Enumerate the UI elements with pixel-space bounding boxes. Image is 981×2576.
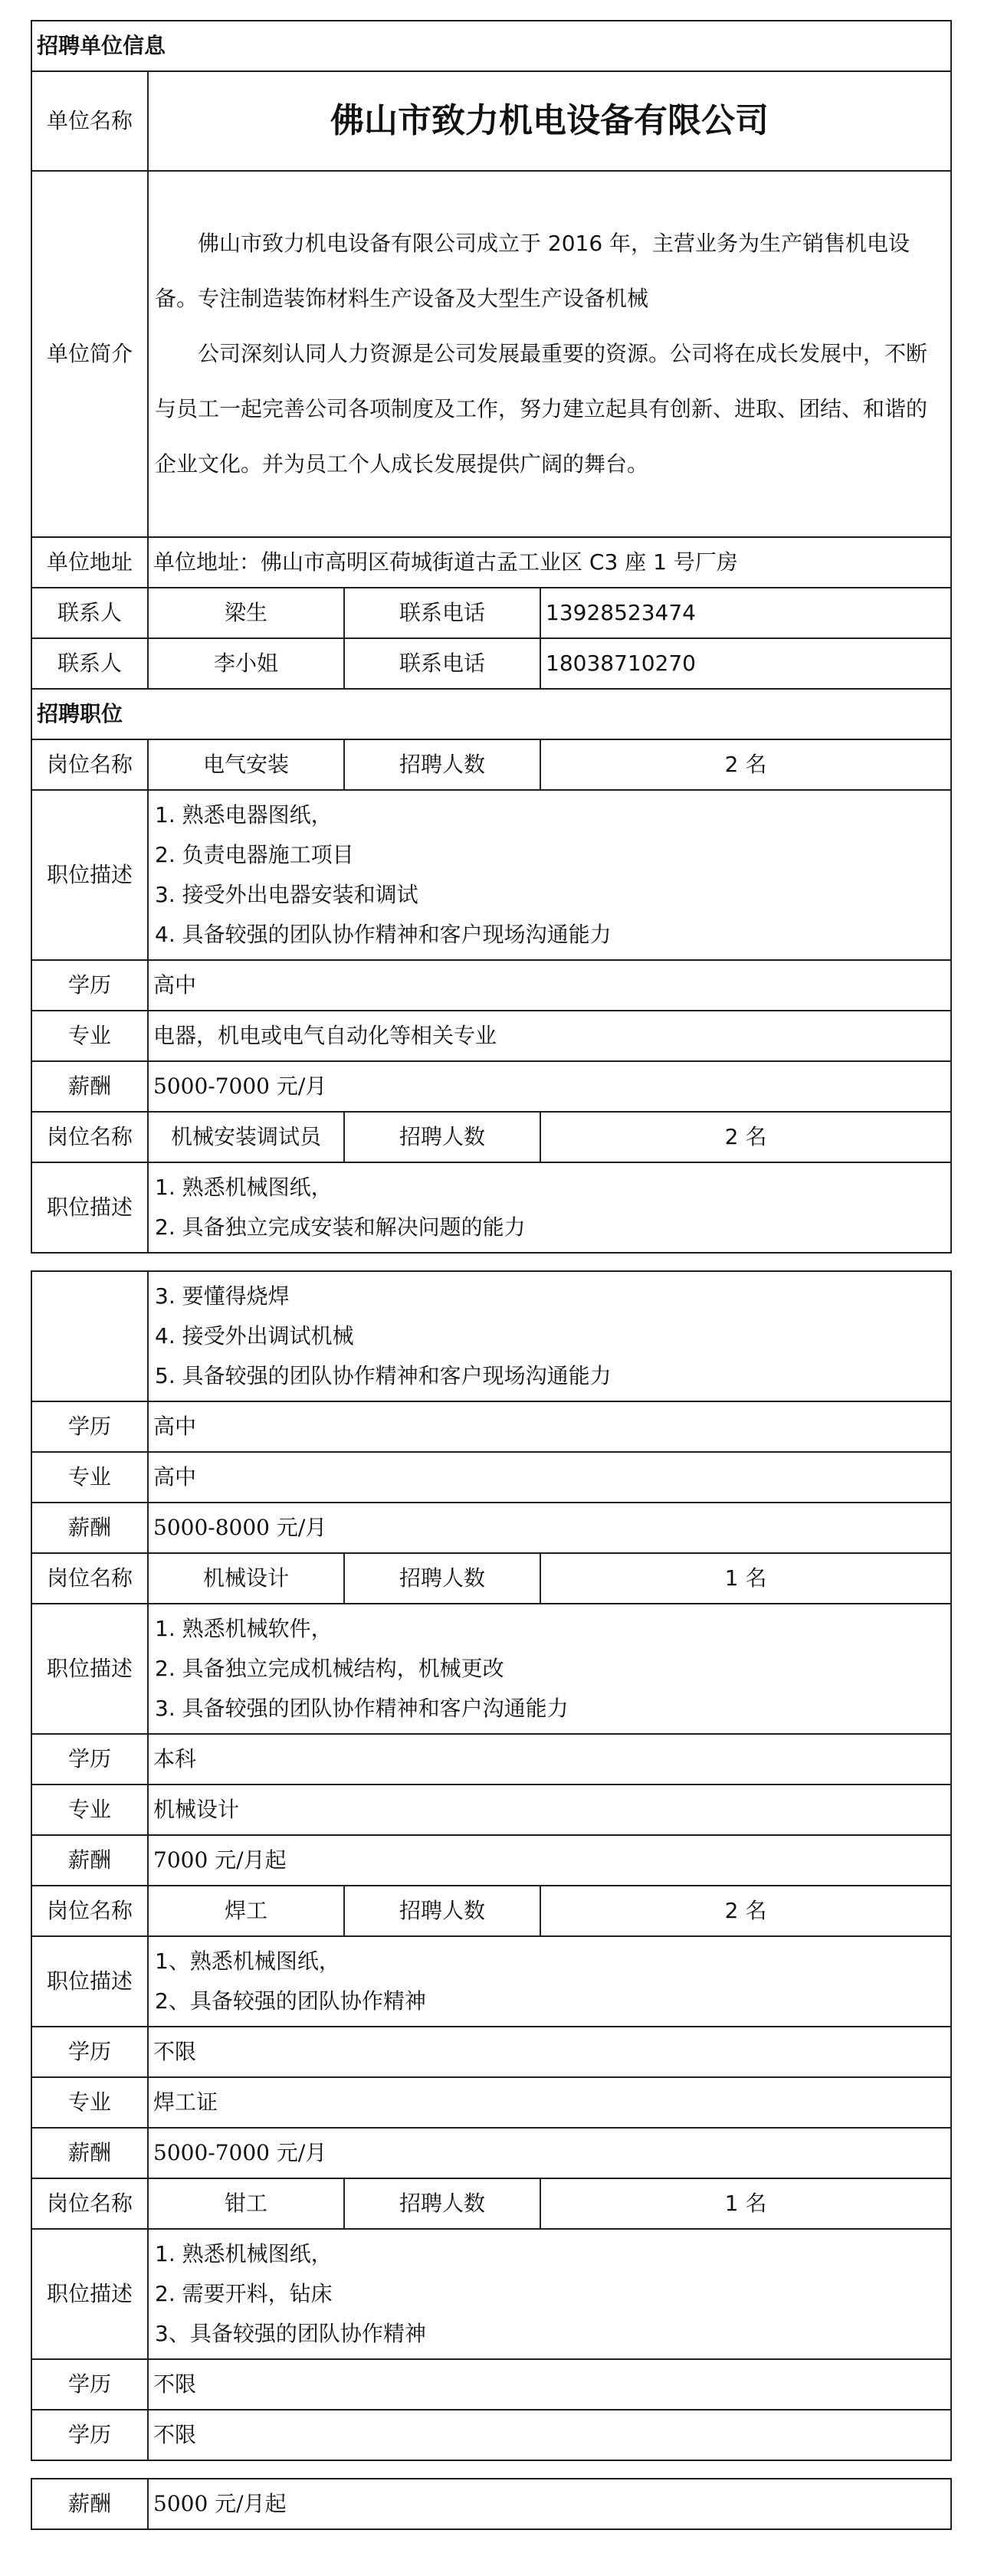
- major-label: 专业: [31, 2077, 148, 2128]
- desc-label: 职位描述: [31, 1604, 148, 1734]
- salary-value: 5000-7000 元/月: [148, 2128, 951, 2178]
- company-intro-paragraph-1: 佛山市致力机电设备有限公司成立于 2016 年，主营业务为生产销售机电设备。专注制造装饰材料生产设备及大型生产设备机械: [155, 231, 910, 311]
- position-title-row: [31, 1886, 951, 1936]
- company-name: 佛山市致力机电设备有限公司: [148, 71, 951, 171]
- education-label: 学历: [31, 1401, 148, 1452]
- major-label: 专业: [31, 1452, 148, 1503]
- major-value: 机械设计: [148, 1785, 951, 1835]
- company-address-row: [31, 537, 951, 588]
- education-value: 高中: [148, 960, 951, 1011]
- salary-label: 薪酬: [31, 2128, 148, 2178]
- headcount-label: 招聘人数: [344, 739, 540, 790]
- company-section-header: 招聘单位信息: [31, 21, 951, 71]
- position-label: 岗位名称: [31, 1886, 148, 1936]
- education-value: 高中: [148, 1401, 951, 1452]
- major-label: 专业: [31, 1011, 148, 1061]
- page-break-gap: [31, 1254, 950, 1270]
- position-desc: [148, 790, 951, 960]
- salary-row: [31, 1835, 951, 1886]
- position-title: 钳工: [148, 2178, 344, 2229]
- headcount-label: 招聘人数: [344, 2178, 540, 2229]
- position-label: 岗位名称: [31, 1112, 148, 1162]
- headcount-label: 招聘人数: [344, 1553, 540, 1604]
- position-title: 机械设计: [148, 1553, 344, 1604]
- major-row: [31, 2077, 951, 2128]
- position-title-row: [31, 739, 951, 790]
- contact-label: 联系人: [31, 588, 148, 638]
- position-title-row: [31, 2178, 951, 2229]
- position-desc-continued: [148, 1271, 951, 1401]
- headcount-label: 招聘人数: [344, 1112, 540, 1162]
- education-value: 不限: [148, 2027, 951, 2077]
- education-row: [31, 2027, 951, 2077]
- education-row: [31, 2359, 951, 2410]
- position-desc-row: [31, 1604, 951, 1734]
- major-row: [31, 1011, 951, 1061]
- position-desc-row: [31, 1162, 951, 1253]
- page-break-gap: [31, 2461, 950, 2478]
- contact-row: [31, 588, 951, 638]
- desc-label: 职位描述: [31, 1936, 148, 2027]
- salary-row: [31, 1503, 951, 1553]
- contact-phone-label: 联系电话: [344, 638, 540, 689]
- recruitment-table-part-2: [31, 1270, 952, 2461]
- education-row: [31, 960, 951, 1011]
- desc-line: 2、具备较强的团队协作精神: [155, 1988, 426, 2014]
- desc-line: 1. 熟悉机械图纸，: [155, 2241, 333, 2266]
- company-intro-label: 单位简介: [31, 171, 148, 537]
- desc-label: 职位描述: [31, 790, 148, 960]
- position-label: 岗位名称: [31, 2178, 148, 2229]
- desc-continued-label: [31, 1271, 148, 1401]
- position-title: 焊工: [148, 1886, 344, 1936]
- major-value: 焊工证: [148, 2077, 951, 2128]
- position-label: 岗位名称: [31, 739, 148, 790]
- education-value: 不限: [148, 2359, 951, 2410]
- position-desc-row: [31, 2229, 951, 2359]
- contact-phone: 18038710270: [540, 638, 951, 689]
- position-desc-row: [31, 790, 951, 960]
- headcount: 2 名: [540, 1886, 951, 1936]
- headcount: 1 名: [540, 1553, 951, 1604]
- major-label: 专业: [31, 1785, 148, 1835]
- desc-line: 4. 接受外出调试机械: [155, 1323, 354, 1349]
- salary-value: 5000 元/月起: [148, 2479, 951, 2529]
- desc-line: 2. 负责电器施工项目: [155, 842, 354, 867]
- recruitment-table-part-3: [31, 2478, 952, 2530]
- salary-label: 薪酬: [31, 1061, 148, 1112]
- contact-label: 联系人: [31, 638, 148, 689]
- desc-line: 4. 具备较强的团队协作精神和客户现场沟通能力: [155, 922, 612, 947]
- position-desc: [148, 1604, 951, 1734]
- salary-row: [31, 2479, 951, 2529]
- desc-line: 2. 具备独立完成机械结构，机械更改: [155, 1656, 504, 1681]
- company-address-label: 单位地址: [31, 537, 148, 588]
- company-name-row: [31, 71, 951, 171]
- position-desc-continued-row: [31, 1271, 951, 1401]
- education-row: [31, 1734, 951, 1785]
- education-row: [31, 1401, 951, 1452]
- education-label: 学历: [31, 960, 148, 1011]
- position-title: 电气安装: [148, 739, 344, 790]
- headcount: 2 名: [540, 1112, 951, 1162]
- contact-phone: 13928523474: [540, 588, 951, 638]
- desc-line: 3. 具备较强的团队协作精神和客户沟通能力: [155, 1696, 569, 1721]
- salary-value: 7000 元/月起: [148, 1835, 951, 1886]
- desc-line: 3. 接受外出电器安装和调试: [155, 882, 418, 907]
- contact-phone-label: 联系电话: [344, 588, 540, 638]
- education-value: 本科: [148, 1734, 951, 1785]
- salary-value: 5000-8000 元/月: [148, 1503, 951, 1553]
- company-intro: [148, 171, 951, 537]
- desc-line: 5. 具备较强的团队协作精神和客户现场沟通能力: [155, 1363, 612, 1388]
- company-name-label: 单位名称: [31, 71, 148, 171]
- position-title-row: [31, 1112, 951, 1162]
- positions-section-header: 招聘职位: [31, 689, 951, 739]
- major-value: 电器，机电或电气自动化等相关专业: [148, 1011, 951, 1061]
- headcount: 1 名: [540, 2178, 951, 2229]
- company-address: 单位地址：佛山市高明区荷城街道古孟工业区 C3 座 1 号厂房: [148, 537, 951, 588]
- company-intro-paragraph-2: 公司深刻认同人力资源是公司发展最重要的资源。公司将在成长发展中，不断与员工一起完善公司各项制度及工作，努力建立起具有创新、进取、团结、和谐的企业文化。并为员工个人成长发展提供广阔的舞台。: [155, 341, 928, 477]
- headcount: 2 名: [540, 739, 951, 790]
- salary-label: 薪酬: [31, 2479, 148, 2529]
- major-value: 高中: [148, 1452, 951, 1503]
- salary-label: 薪酬: [31, 1503, 148, 1553]
- desc-line: 1. 熟悉机械软件，: [155, 1616, 333, 1641]
- desc-label: 职位描述: [31, 1162, 148, 1253]
- recruitment-document: [31, 20, 950, 2530]
- position-desc: [148, 1162, 951, 1253]
- salary-row: [31, 2128, 951, 2178]
- position-title: 机械安装调试员: [148, 1112, 344, 1162]
- position-desc: [148, 1936, 951, 2027]
- position-desc: [148, 2229, 951, 2359]
- education-row: [31, 2410, 951, 2460]
- education-label: 学历: [31, 2410, 148, 2460]
- major-row: [31, 1785, 951, 1835]
- headcount-label: 招聘人数: [344, 1886, 540, 1936]
- salary-value: 5000-7000 元/月: [148, 1061, 951, 1112]
- desc-line: 2. 需要开料，钻床: [155, 2281, 333, 2306]
- desc-line: 2. 具备独立完成安装和解决问题的能力: [155, 1214, 526, 1240]
- position-title-row: [31, 1553, 951, 1604]
- position-desc-row: [31, 1936, 951, 2027]
- desc-line: 1. 熟悉机械图纸，: [155, 1175, 333, 1200]
- salary-label: 薪酬: [31, 1835, 148, 1886]
- desc-line: 3. 要懂得烧焊: [155, 1283, 290, 1309]
- salary-row: [31, 1061, 951, 1112]
- major-row: [31, 1452, 951, 1503]
- desc-label: 职位描述: [31, 2229, 148, 2359]
- position-label: 岗位名称: [31, 1553, 148, 1604]
- recruitment-table-part-1: [31, 20, 952, 1254]
- company-intro-row: [31, 171, 951, 537]
- contact-name: 李小姐: [148, 638, 344, 689]
- contact-name: 梁生: [148, 588, 344, 638]
- education-label: 学历: [31, 2359, 148, 2410]
- desc-line: 1、熟悉机械图纸，: [155, 1948, 340, 1974]
- education-label: 学历: [31, 2027, 148, 2077]
- desc-line: 1. 熟悉电器图纸，: [155, 802, 333, 828]
- company-section-header-row: [31, 21, 951, 71]
- education-label: 学历: [31, 1734, 148, 1785]
- desc-line: 3、具备较强的团队协作精神: [155, 2321, 426, 2346]
- contact-row: [31, 638, 951, 689]
- education-value: 不限: [148, 2410, 951, 2460]
- positions-section-header-row: [31, 689, 951, 739]
